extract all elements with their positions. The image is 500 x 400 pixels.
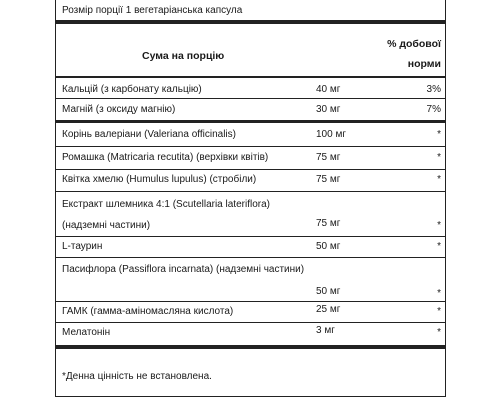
row-divider xyxy=(56,146,445,147)
row-divider xyxy=(56,98,445,99)
row-divider xyxy=(56,169,445,170)
ingredient-name: Ромашка (Matricaria recutita) (верхівки квітів) xyxy=(62,152,269,163)
ingredient-amount: 40 мг xyxy=(316,84,341,95)
ingredient-name: Магній (з оксиду магнію) xyxy=(62,104,176,115)
ingredient-amount: 75 мг xyxy=(316,152,341,163)
ingredient-amount: 50 мг xyxy=(316,241,341,252)
ingredient-name: ГАМК (гамма-аміномасляна кислота) xyxy=(62,306,234,317)
ingredient-name: Мелатонін xyxy=(62,327,111,338)
daily-value: * xyxy=(437,241,441,252)
daily-value-header: % добової xyxy=(387,38,441,50)
daily-value: 7% xyxy=(426,104,441,115)
row-divider xyxy=(56,322,445,323)
ingredient-amount: 50 мг xyxy=(316,286,341,297)
row-divider xyxy=(56,301,445,302)
footnote: *Денна цінність не встановлена. xyxy=(62,371,212,382)
ingredient-name: Квітка хмелю (Humulus lupulus) (стробіли) xyxy=(62,174,257,185)
ingredient-name: L-таурин xyxy=(62,241,103,252)
daily-value: * xyxy=(437,129,441,140)
ingredient-name: Екстракт шлемника 4:1 (Scutellaria lateriflora) xyxy=(62,199,270,210)
section-divider xyxy=(56,120,445,123)
row-divider xyxy=(56,257,445,258)
ingredient-amount: 75 мг xyxy=(316,174,341,185)
daily-value: * xyxy=(437,306,441,317)
thick-divider xyxy=(56,345,445,349)
ingredient-amount: 75 мг xyxy=(316,218,341,229)
daily-value: * xyxy=(437,327,441,338)
daily-value-header-cont: норми xyxy=(407,58,441,70)
header-divider xyxy=(56,76,445,78)
row-divider xyxy=(56,191,445,192)
thick-divider xyxy=(56,20,445,24)
daily-value: * xyxy=(437,288,441,299)
daily-value: * xyxy=(437,220,441,231)
row-divider xyxy=(56,236,445,237)
serving-size: Розмір порції 1 вегетаріанська капсула xyxy=(62,5,243,16)
daily-value: 3% xyxy=(426,84,441,95)
ingredient-row-skullcap xyxy=(56,199,445,235)
ingredient-name-cont: (надземні частини) xyxy=(62,220,151,231)
ingredient-amount: 25 мг xyxy=(316,304,341,315)
ingredient-row-passionflower xyxy=(56,264,445,300)
ingredient-amount: 100 мг xyxy=(316,129,346,140)
daily-value: * xyxy=(437,174,441,185)
daily-value: * xyxy=(437,152,441,163)
ingredient-amount: 3 мг xyxy=(316,325,335,336)
ingredient-name: Корінь валеріани (Valeriana officinalis) xyxy=(62,129,236,140)
amount-per-serving-header: Сума на порцію xyxy=(142,50,225,62)
ingredient-name: Кальцій (з карбонату кальцію) xyxy=(62,84,202,95)
supplement-facts-panel xyxy=(55,0,446,397)
ingredient-amount: 30 мг xyxy=(316,104,341,115)
ingredient-name: Пасифлора (Passiflora incarnata) (надземні частини) xyxy=(62,264,305,275)
